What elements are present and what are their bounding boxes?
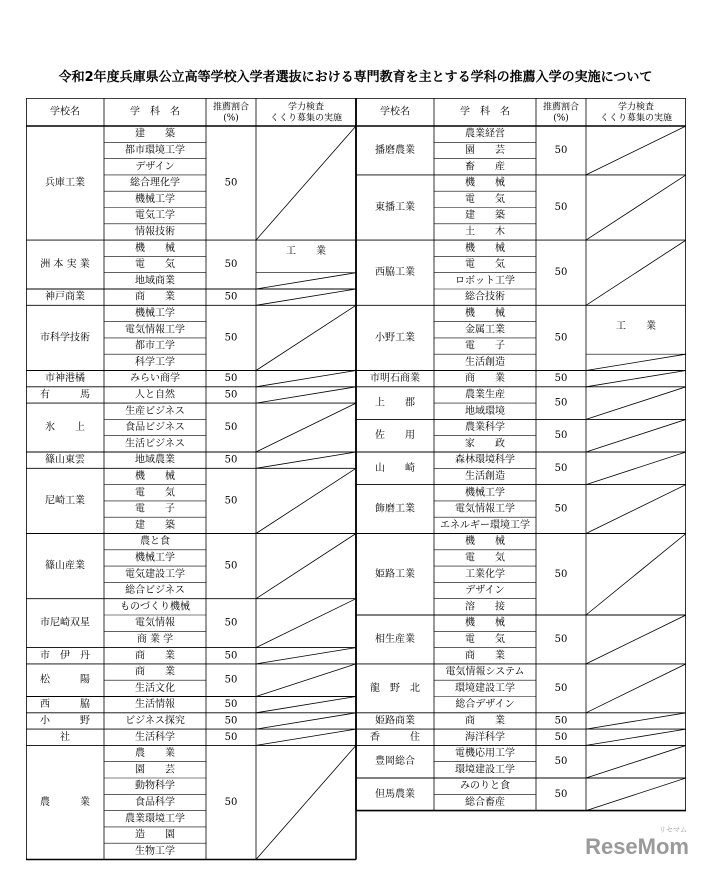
dept-name: 総合ビジネス [125, 585, 185, 597]
ratio-value: 50 [224, 177, 238, 189]
school-name: 龍 野 北 [370, 682, 420, 694]
diagonal-strike [256, 697, 356, 713]
dept-name: みのりと食 [460, 780, 510, 792]
school-name: 上 郡 [375, 397, 415, 409]
dept-name: 機 械 [465, 177, 505, 189]
dept-name: 都市工学 [135, 340, 175, 352]
ratio-value: 50 [224, 699, 238, 711]
school-name: 農 業 [40, 796, 90, 808]
dept-name: 機 械 [465, 307, 505, 319]
header-ratio: 推薦割合(%) [212, 102, 250, 124]
dept-name: 電 気 [465, 259, 505, 271]
ratio-value: 50 [224, 422, 238, 434]
dept-name: 農業環境工学 [125, 813, 185, 825]
dept-name: 地域商業 [135, 275, 175, 287]
dept-name: 商 業 学 [136, 633, 174, 645]
dept-name: 電 子 [465, 340, 505, 352]
ratio-value: 50 [224, 560, 238, 572]
dept-name: 電気情報工学 [125, 324, 185, 336]
kukuri-text: 工 業 [286, 246, 326, 258]
admission-table-grid [26, 98, 686, 862]
dept-name: 総合デザイン [455, 699, 515, 711]
dept-name: 生活科学 [135, 731, 175, 743]
school-name: 豊岡総合 [375, 756, 415, 768]
dept-name: 商 業 [135, 650, 175, 662]
diagonal-strike [256, 713, 356, 729]
resemom-watermark-logo [585, 827, 689, 860]
school-name: 飾磨工業 [375, 503, 415, 515]
dept-name: 生活創造 [465, 470, 505, 482]
ratio-value: 50 [224, 617, 238, 629]
school-name: 西 脇 [40, 699, 90, 711]
dept-name: 電気情報工学 [455, 503, 515, 515]
dept-name: 機 械 [135, 242, 175, 254]
school-name: 市科学技術 [40, 332, 90, 344]
ratio-value: 50 [224, 674, 238, 686]
dept-name: 金属工業 [465, 324, 505, 336]
diagonal-strike [586, 240, 686, 305]
school-name: 洲 本 実 業 [40, 259, 90, 271]
diagonal-strike [586, 485, 686, 534]
dept-name: 建 築 [465, 210, 505, 222]
diagonal-strike [256, 599, 356, 648]
school-name: 小野工業 [375, 332, 415, 344]
dept-name: 商 業 [465, 373, 505, 385]
diagonal-strike [586, 126, 686, 175]
dept-name: 環境建設工学 [455, 764, 515, 776]
dept-name: 食品ビジネス [125, 422, 185, 434]
school-name: 氷 上 [45, 422, 85, 434]
diagonal-strike [586, 371, 686, 387]
dept-name: 生活文化 [135, 682, 175, 694]
diagonal-strike [256, 468, 356, 533]
ratio-value: 50 [554, 682, 568, 694]
diagonal-strike [256, 534, 356, 599]
school-name: 篠山東雲 [45, 454, 85, 466]
ratio-value: 50 [224, 291, 238, 303]
dept-name: 電 気 [135, 487, 175, 499]
header-school: 学校名 [50, 106, 80, 118]
dept-name: 溶 接 [465, 601, 505, 613]
dept-name: 生物工学 [135, 845, 175, 857]
ratio-value: 50 [224, 259, 238, 271]
header-kukuri: 学力検査くくり募集の実施 [599, 102, 673, 124]
ratio-value: 50 [554, 788, 568, 800]
school-name: 西脇工業 [375, 267, 415, 279]
dept-name: 機械工学 [465, 487, 505, 499]
dept-name: 建 築 [135, 519, 175, 531]
dept-name: 電気建設工学 [125, 568, 185, 580]
dept-name: 商 業 [465, 715, 505, 727]
school-name: 松 陽 [40, 674, 90, 686]
school-name: 山 崎 [375, 462, 415, 474]
school-name: 相生産業 [375, 633, 415, 645]
dept-name: 機 械 [135, 470, 175, 482]
dept-name: 科学工学 [135, 356, 175, 368]
page-title: 令和2年度兵庫県公立高等学校入学者選抜における専門教育を主とする学科の推薦入学の実施について [58, 70, 653, 85]
diagonal-strike [586, 713, 686, 729]
school-name: 兵庫工業 [45, 177, 85, 189]
diagonal-strike [586, 175, 686, 240]
dept-name: 家 政 [465, 438, 505, 450]
school-name: 小 野 [40, 715, 90, 727]
dept-name: 電気工学 [135, 210, 175, 222]
dept-name: 環境建設工学 [455, 682, 515, 694]
ratio-value: 50 [554, 715, 568, 727]
school-name: 東播工業 [375, 202, 415, 213]
dept-name: 生活ビジネス [125, 438, 185, 450]
school-name: 姫路工業 [375, 568, 415, 580]
dept-name: 森林環境科学 [455, 454, 515, 466]
diagonal-strike [256, 664, 356, 697]
diagonal-strike [586, 452, 686, 485]
dept-name: 建 築 [135, 128, 175, 140]
kukuri-text: 工 業 [616, 320, 656, 332]
ratio-value: 50 [554, 202, 568, 213]
dept-name: 園 芸 [465, 144, 505, 156]
school-name: 但馬農業 [375, 788, 415, 800]
header-ratio: 推薦割合(%) [542, 102, 580, 124]
admission-table [26, 98, 686, 862]
diagonal-strike [256, 648, 356, 664]
ratio-value: 50 [554, 332, 568, 344]
school-name: 香 住 [370, 731, 420, 743]
ratio-value: 50 [554, 568, 568, 580]
dept-name: ビジネス探究 [125, 715, 185, 727]
dept-name: 都市環境工学 [125, 144, 185, 156]
diagonal-strike [256, 387, 356, 403]
dept-name: 農と食 [140, 536, 170, 548]
school-name: 市神港橘 [45, 373, 85, 385]
dept-name: 総合理化学 [130, 177, 180, 189]
diagonal-strike [256, 403, 356, 452]
ratio-value: 50 [224, 389, 238, 401]
ratio-value: 50 [224, 495, 238, 507]
ratio-value: 50 [554, 462, 568, 474]
ratio-value: 50 [554, 373, 568, 385]
ratio-value: 50 [224, 373, 238, 385]
ratio-value: 50 [554, 756, 568, 768]
dept-name: 農業経営 [465, 128, 505, 140]
dept-name: 電 気 [465, 633, 505, 645]
ratio-value: 50 [224, 715, 238, 727]
dept-name: デザイン [465, 585, 505, 597]
dept-name: 電 子 [135, 503, 175, 515]
dept-name: 農業科学 [465, 422, 505, 434]
dept-name: 農業生産 [465, 389, 505, 401]
dept-name: 電 気 [135, 259, 175, 271]
diagonal-strike [256, 452, 356, 468]
dept-name: 総合技術 [465, 291, 505, 303]
dept-name: デザイン [135, 161, 175, 173]
ratio-value: 50 [554, 430, 568, 442]
dept-name: ロボット工学 [455, 275, 515, 287]
dept-name: 電気情報システム [445, 666, 525, 678]
ratio-value: 50 [554, 503, 568, 515]
diagonal-strike [256, 273, 356, 289]
dept-name: 生活創造 [465, 356, 505, 368]
dept-name: 機 械 [465, 617, 505, 629]
dept-name: ものづくり機械 [120, 601, 190, 613]
school-name: 有 馬 [40, 389, 90, 401]
dept-name: 電 気 [465, 193, 505, 205]
header-school: 学校名 [380, 106, 410, 118]
dept-name: 商 業 [135, 291, 175, 303]
dept-name: 機械工学 [135, 307, 175, 319]
dept-name: みらい商学 [130, 373, 180, 385]
dept-name: 人と自然 [135, 389, 175, 401]
school-name: 市明石商業 [370, 373, 420, 385]
dept-name: 電機応用工学 [455, 748, 515, 760]
dept-name: 農 業 [135, 748, 175, 760]
dept-name: 園 芸 [135, 764, 175, 776]
ratio-value: 50 [224, 796, 238, 808]
school-name: 社 [60, 731, 70, 743]
school-name: 尼崎工業 [45, 495, 85, 507]
dept-name: 食品科学 [135, 796, 175, 808]
dept-name: 情報技術 [135, 226, 175, 238]
diagonal-strike [256, 305, 356, 370]
dept-name: 動物科学 [135, 780, 175, 792]
school-name: 佐 用 [375, 430, 415, 442]
school-name: 市 伊 丹 [40, 650, 90, 662]
diagonal-strike [256, 126, 356, 240]
diagonal-strike [256, 289, 356, 305]
ratio-value: 50 [224, 650, 238, 662]
diagonal-strike [586, 778, 686, 811]
dept-name: 機械工学 [135, 193, 175, 205]
dept-name: 造 園 [135, 829, 175, 841]
header-dept: 学 科 名 [130, 106, 180, 118]
school-name: 姫路商業 [375, 715, 415, 727]
dept-name: 機械工学 [135, 552, 175, 564]
diagonal-strike [256, 371, 356, 387]
ratio-value: 50 [554, 267, 568, 279]
dept-name: 機 械 [465, 242, 505, 254]
dept-name: エネルギー環境工学 [440, 519, 530, 531]
dept-name: 地域環境 [465, 405, 505, 417]
diagonal-strike [586, 615, 686, 664]
dept-name: 商 業 [465, 650, 505, 662]
ratio-value: 50 [554, 731, 568, 743]
dept-name: 海洋科学 [465, 731, 505, 743]
dept-name: 機 械 [465, 536, 505, 548]
header-dept: 学 科 名 [460, 106, 510, 118]
diagonal-strike [586, 419, 686, 452]
watermark-kana: リセマム [659, 827, 687, 834]
diagonal-strike [586, 534, 686, 616]
school-name: 神戸商業 [45, 291, 85, 303]
diagonal-strike [586, 664, 686, 713]
dept-name: 生活情報 [135, 699, 175, 711]
dept-name: 土 木 [465, 226, 505, 238]
dept-name: 地域農業 [135, 454, 175, 466]
diagonal-strike [586, 729, 686, 745]
diagonal-strike [586, 387, 686, 420]
school-name: 播磨農業 [375, 144, 415, 156]
diagonal-strike [586, 354, 686, 370]
dept-name: 生産ビジネス [125, 405, 185, 417]
dept-name: 商 業 [135, 666, 175, 678]
diagonal-strike [256, 745, 356, 859]
dept-name: 工業化学 [465, 568, 505, 580]
ratio-value: 50 [224, 731, 238, 743]
dept-name: 総合畜産 [465, 796, 505, 808]
watermark-text: ReseMom [585, 834, 689, 859]
ratio-value: 50 [224, 332, 238, 344]
ratio-value: 50 [554, 397, 568, 409]
dept-name: 電気情報 [135, 617, 175, 629]
dept-name: 電 気 [465, 552, 505, 564]
ratio-value: 50 [554, 633, 568, 645]
dept-name: 畜 産 [465, 161, 505, 173]
school-name: 市尼崎双星 [40, 617, 90, 629]
diagonal-strike [586, 745, 686, 778]
school-name: 篠山産業 [45, 560, 85, 572]
ratio-value: 50 [224, 454, 238, 466]
header-kukuri: 学力検査くくり募集の実施 [269, 102, 343, 124]
diagonal-strike [256, 729, 356, 745]
ratio-value: 50 [554, 144, 568, 156]
